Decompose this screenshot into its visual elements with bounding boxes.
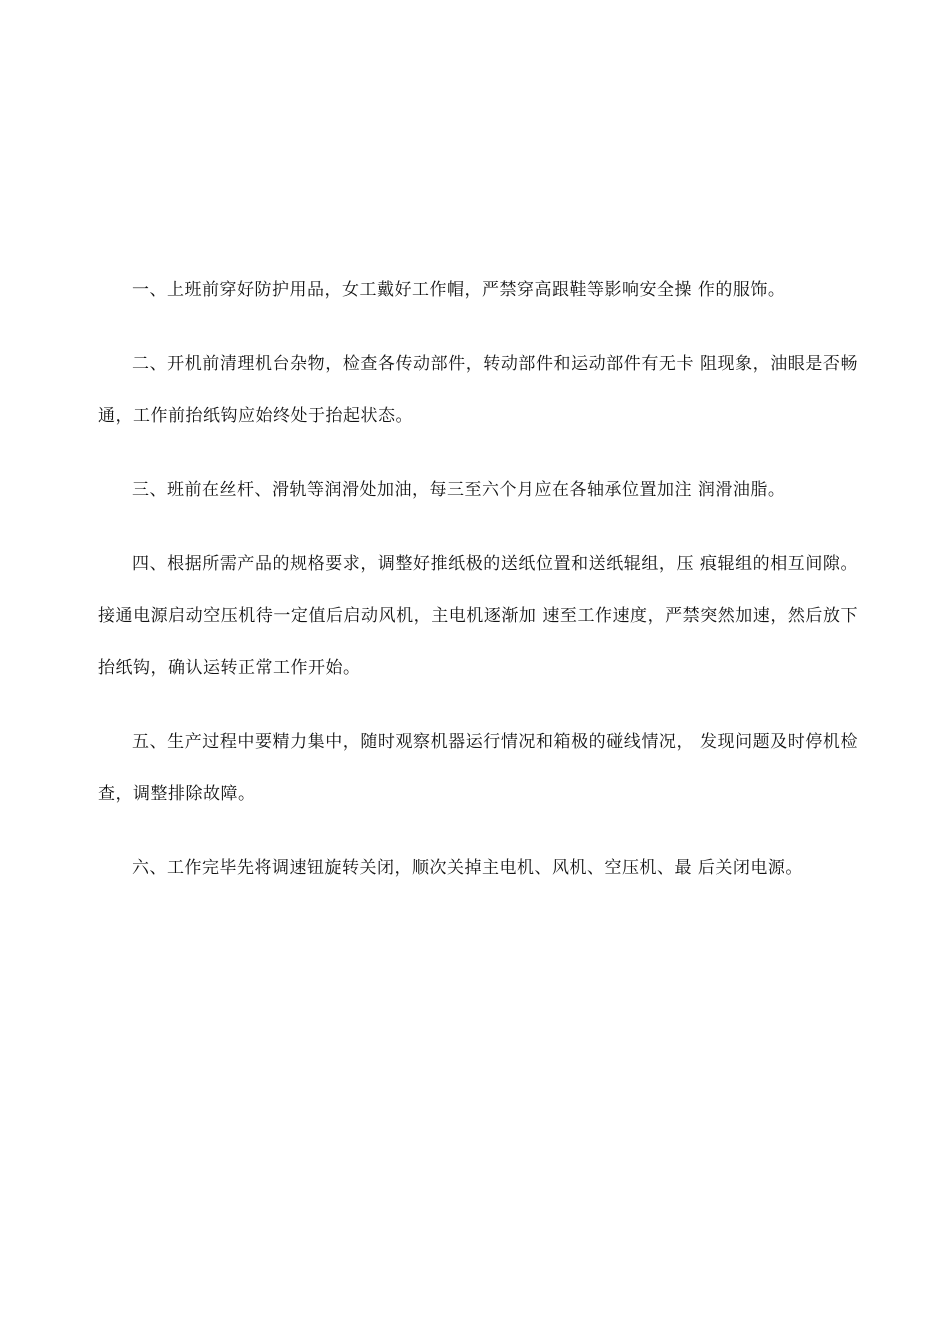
paragraph-1: 一、上班前穿好防护用品，女工戴好工作帽，严禁穿高跟鞋等影响安全操 作的服饰。 (132, 280, 786, 300)
paragraph-2: 二、开机前清理机台杂物，检查各传动部件，转动部件和运动部件有无卡 阻现象，油眼是否畅通，工作前抬纸钩应始终处于抬起状态。 (98, 354, 858, 426)
paragraph-5: 五、生产过程中要精力集中，随时观察机器运行情况和箱极的碰线情况， 发现问题及时停机检查，调整排除故障。 (98, 732, 858, 804)
document-body (98, 264, 858, 916)
paragraph-6: 六、工作完毕先将调速钮旋转关闭，顺次关掉主电机、风机、空压机、最 后关闭电源。 (132, 858, 803, 878)
paragraph-3: 三、班前在丝杆、滑轨等润滑处加油，每三至六个月应在各轴承位置加注 润滑油脂。 (132, 480, 786, 500)
paragraph-4: 四、根据所需产品的规格要求，调整好推纸极的送纸位置和送纸辊组，压 痕辊组的相互间隙。接通电源启动空压机待一定值后启动风机，主电机逐渐加 速至工作速度，严禁突然加速，然后放下抬纸钩，确认运转正常工作开始。 (98, 554, 858, 678)
